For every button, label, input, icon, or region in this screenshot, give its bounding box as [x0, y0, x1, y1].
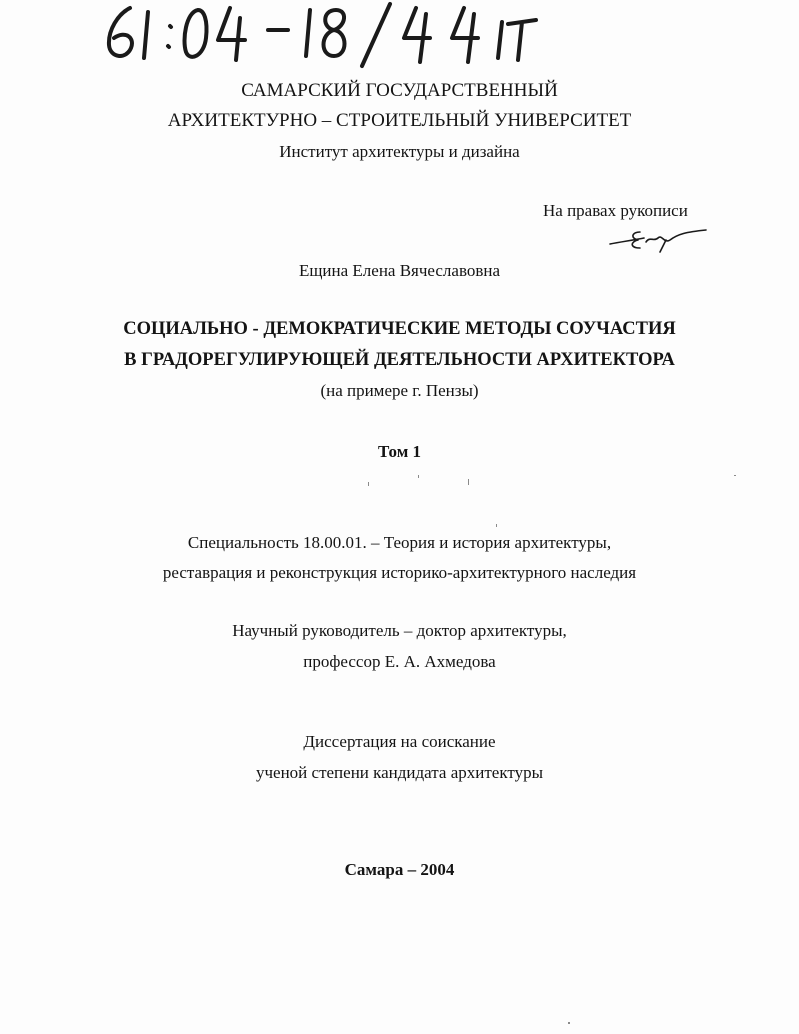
supervisor-line2: профессор Е. А. Ахмедова [303, 652, 496, 671]
dissertation-type-line2: ученой степени кандидата архитектуры [255, 763, 543, 782]
dissertation-title-line2: В ГРАДОРЕГУЛИРУЮЩЕЙ ДЕЯТЕЛЬНОСТИ АРХИТЕКТОРА [124, 350, 675, 370]
university-name-line2: АРХИТЕКТУРНО – СТРОИТЕЛЬНЫЙ УНИВЕРСИТЕТ [167, 110, 632, 131]
scan-speck [418, 475, 419, 478]
handwritten-archive-number [100, 0, 540, 70]
supervisor-line1: Научный руководитель – доктор архитектуры, [232, 621, 567, 640]
signature [600, 222, 710, 254]
dissertation-type-line1: Диссертация на соискание [303, 732, 496, 751]
dissertation-title-line1: СОЦИАЛЬНО - ДЕМОКРАТИЧЕСКИЕ МЕТОДЫ СОУЧАСТИЯ [123, 319, 676, 339]
specialty-line2: реставрация и реконструкция историко-архитектурного наследия [162, 563, 637, 582]
specialty-line1: Специальность 18.00.01. – Теория и история архитектуры, [187, 533, 612, 552]
dissertation-subtitle: (на примере г. Пензы) [320, 381, 479, 400]
scan-speck [468, 479, 469, 485]
place-and-year: Самара – 2004 [344, 860, 455, 879]
rights-note: На правах рукописи [543, 201, 688, 220]
scan-speck [496, 524, 497, 527]
volume-label: Том 1 [377, 442, 422, 461]
scan-speck [368, 482, 369, 486]
scan-speck [734, 475, 736, 476]
author-name: Ещина Елена Вячеславовна [298, 261, 501, 280]
institute-name: Институт архитектуры и дизайна [279, 142, 520, 161]
university-name-line1: САМАРСКИЙ ГОСУДАРСТВЕННЫЙ [241, 80, 558, 101]
scan-speck [568, 1022, 570, 1024]
